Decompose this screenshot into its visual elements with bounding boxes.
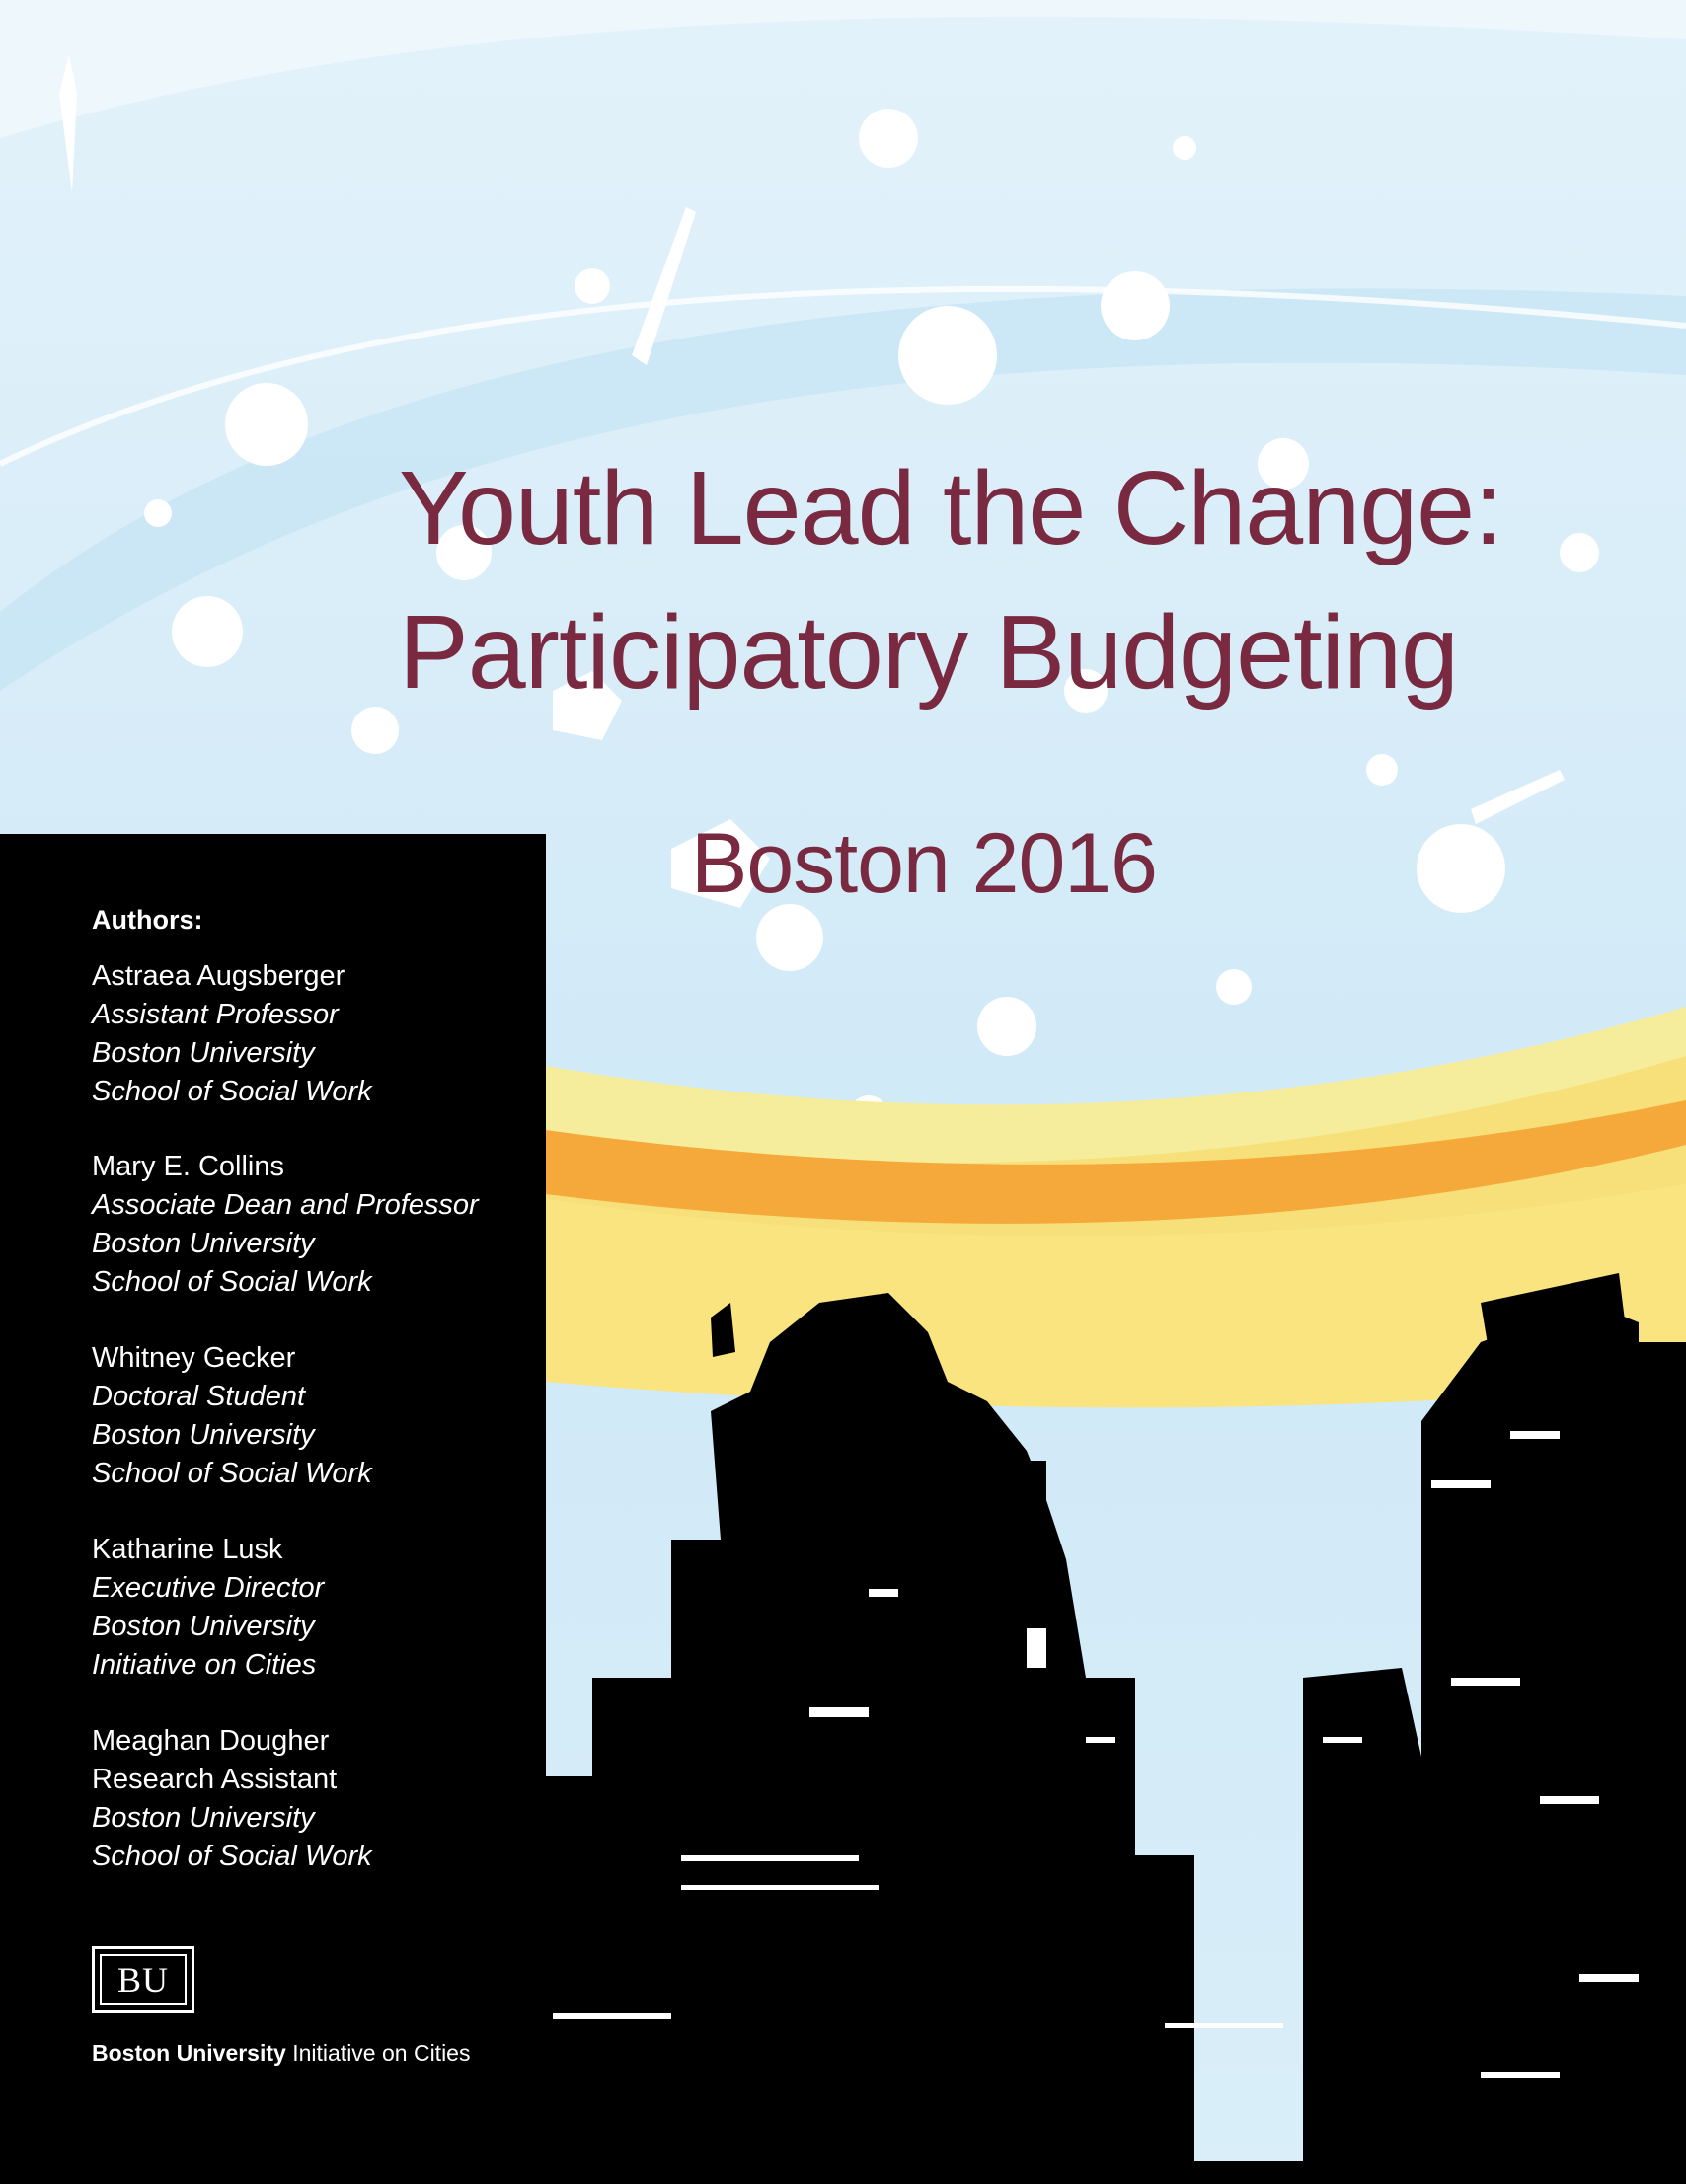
splatter — [1366, 754, 1398, 786]
author-name: Meaghan Dougher — [92, 1725, 330, 1757]
author-name: Astraea Augsberger — [92, 960, 345, 992]
splatter — [172, 596, 243, 667]
title-line-1: Youth Lead the Change: — [399, 450, 1502, 566]
splatter — [1173, 136, 1196, 160]
skyline-building — [1402, 1924, 1481, 2184]
authors-heading: Authors: — [92, 905, 203, 935]
skyline-building — [1135, 1855, 1194, 2184]
author-institution: Boston University — [92, 1802, 315, 1834]
author-institution: Boston University — [92, 1419, 315, 1451]
splatter — [977, 997, 1036, 1056]
author-institution: Boston University — [92, 1228, 315, 1259]
organization-name-rest: Initiative on Cities — [285, 2040, 471, 2066]
author-entry — [92, 957, 372, 1111]
author-title: Associate Dean and Professor — [92, 1189, 479, 1221]
author-name: Katharine Lusk — [92, 1534, 283, 1565]
title-line-2: Participatory Budgeting — [399, 594, 1458, 711]
author-title: Doctoral Student — [92, 1381, 306, 1412]
splatter — [351, 707, 399, 754]
organization-name — [92, 2040, 470, 2067]
splatter — [1101, 271, 1170, 340]
author-department: School of Social Work — [92, 1266, 372, 1298]
splatter — [1560, 533, 1599, 572]
organization-name-bold: Boston University — [92, 2040, 286, 2066]
splatter — [859, 109, 918, 168]
author-entry — [92, 1339, 372, 1493]
author-title: Executive Director — [92, 1572, 325, 1604]
author-department: School of Social Work — [92, 1841, 372, 1872]
splatter — [1216, 969, 1252, 1005]
splatter — [898, 306, 997, 405]
author-title: Research Assistant — [92, 1764, 338, 1795]
splatter — [225, 383, 308, 466]
skyline-building — [1619, 1342, 1686, 2184]
cover-title — [399, 436, 1504, 724]
author-department: School of Social Work — [92, 1458, 372, 1489]
author-name: Whitney Gecker — [92, 1342, 296, 1374]
cover-subtitle: Boston 2016 — [691, 816, 1157, 911]
bu-logo-mark: BU — [100, 1954, 187, 2005]
author-department: Initiative on Cities — [92, 1649, 317, 1681]
splatter — [756, 904, 823, 971]
splatter — [575, 268, 610, 304]
author-name: Mary E. Collins — [92, 1151, 284, 1182]
author-entry — [92, 1148, 479, 1302]
bu-logo — [92, 1946, 194, 2013]
author-title: Assistant Professor — [92, 999, 339, 1030]
author-entry — [92, 1722, 372, 1876]
author-institution: Boston University — [92, 1611, 315, 1642]
author-department: School of Social Work — [92, 1076, 372, 1107]
splatter — [1417, 824, 1505, 913]
author-institution: Boston University — [92, 1037, 315, 1069]
authors-panel — [0, 834, 546, 2184]
author-entry — [92, 1531, 324, 1685]
splatter — [144, 499, 172, 527]
